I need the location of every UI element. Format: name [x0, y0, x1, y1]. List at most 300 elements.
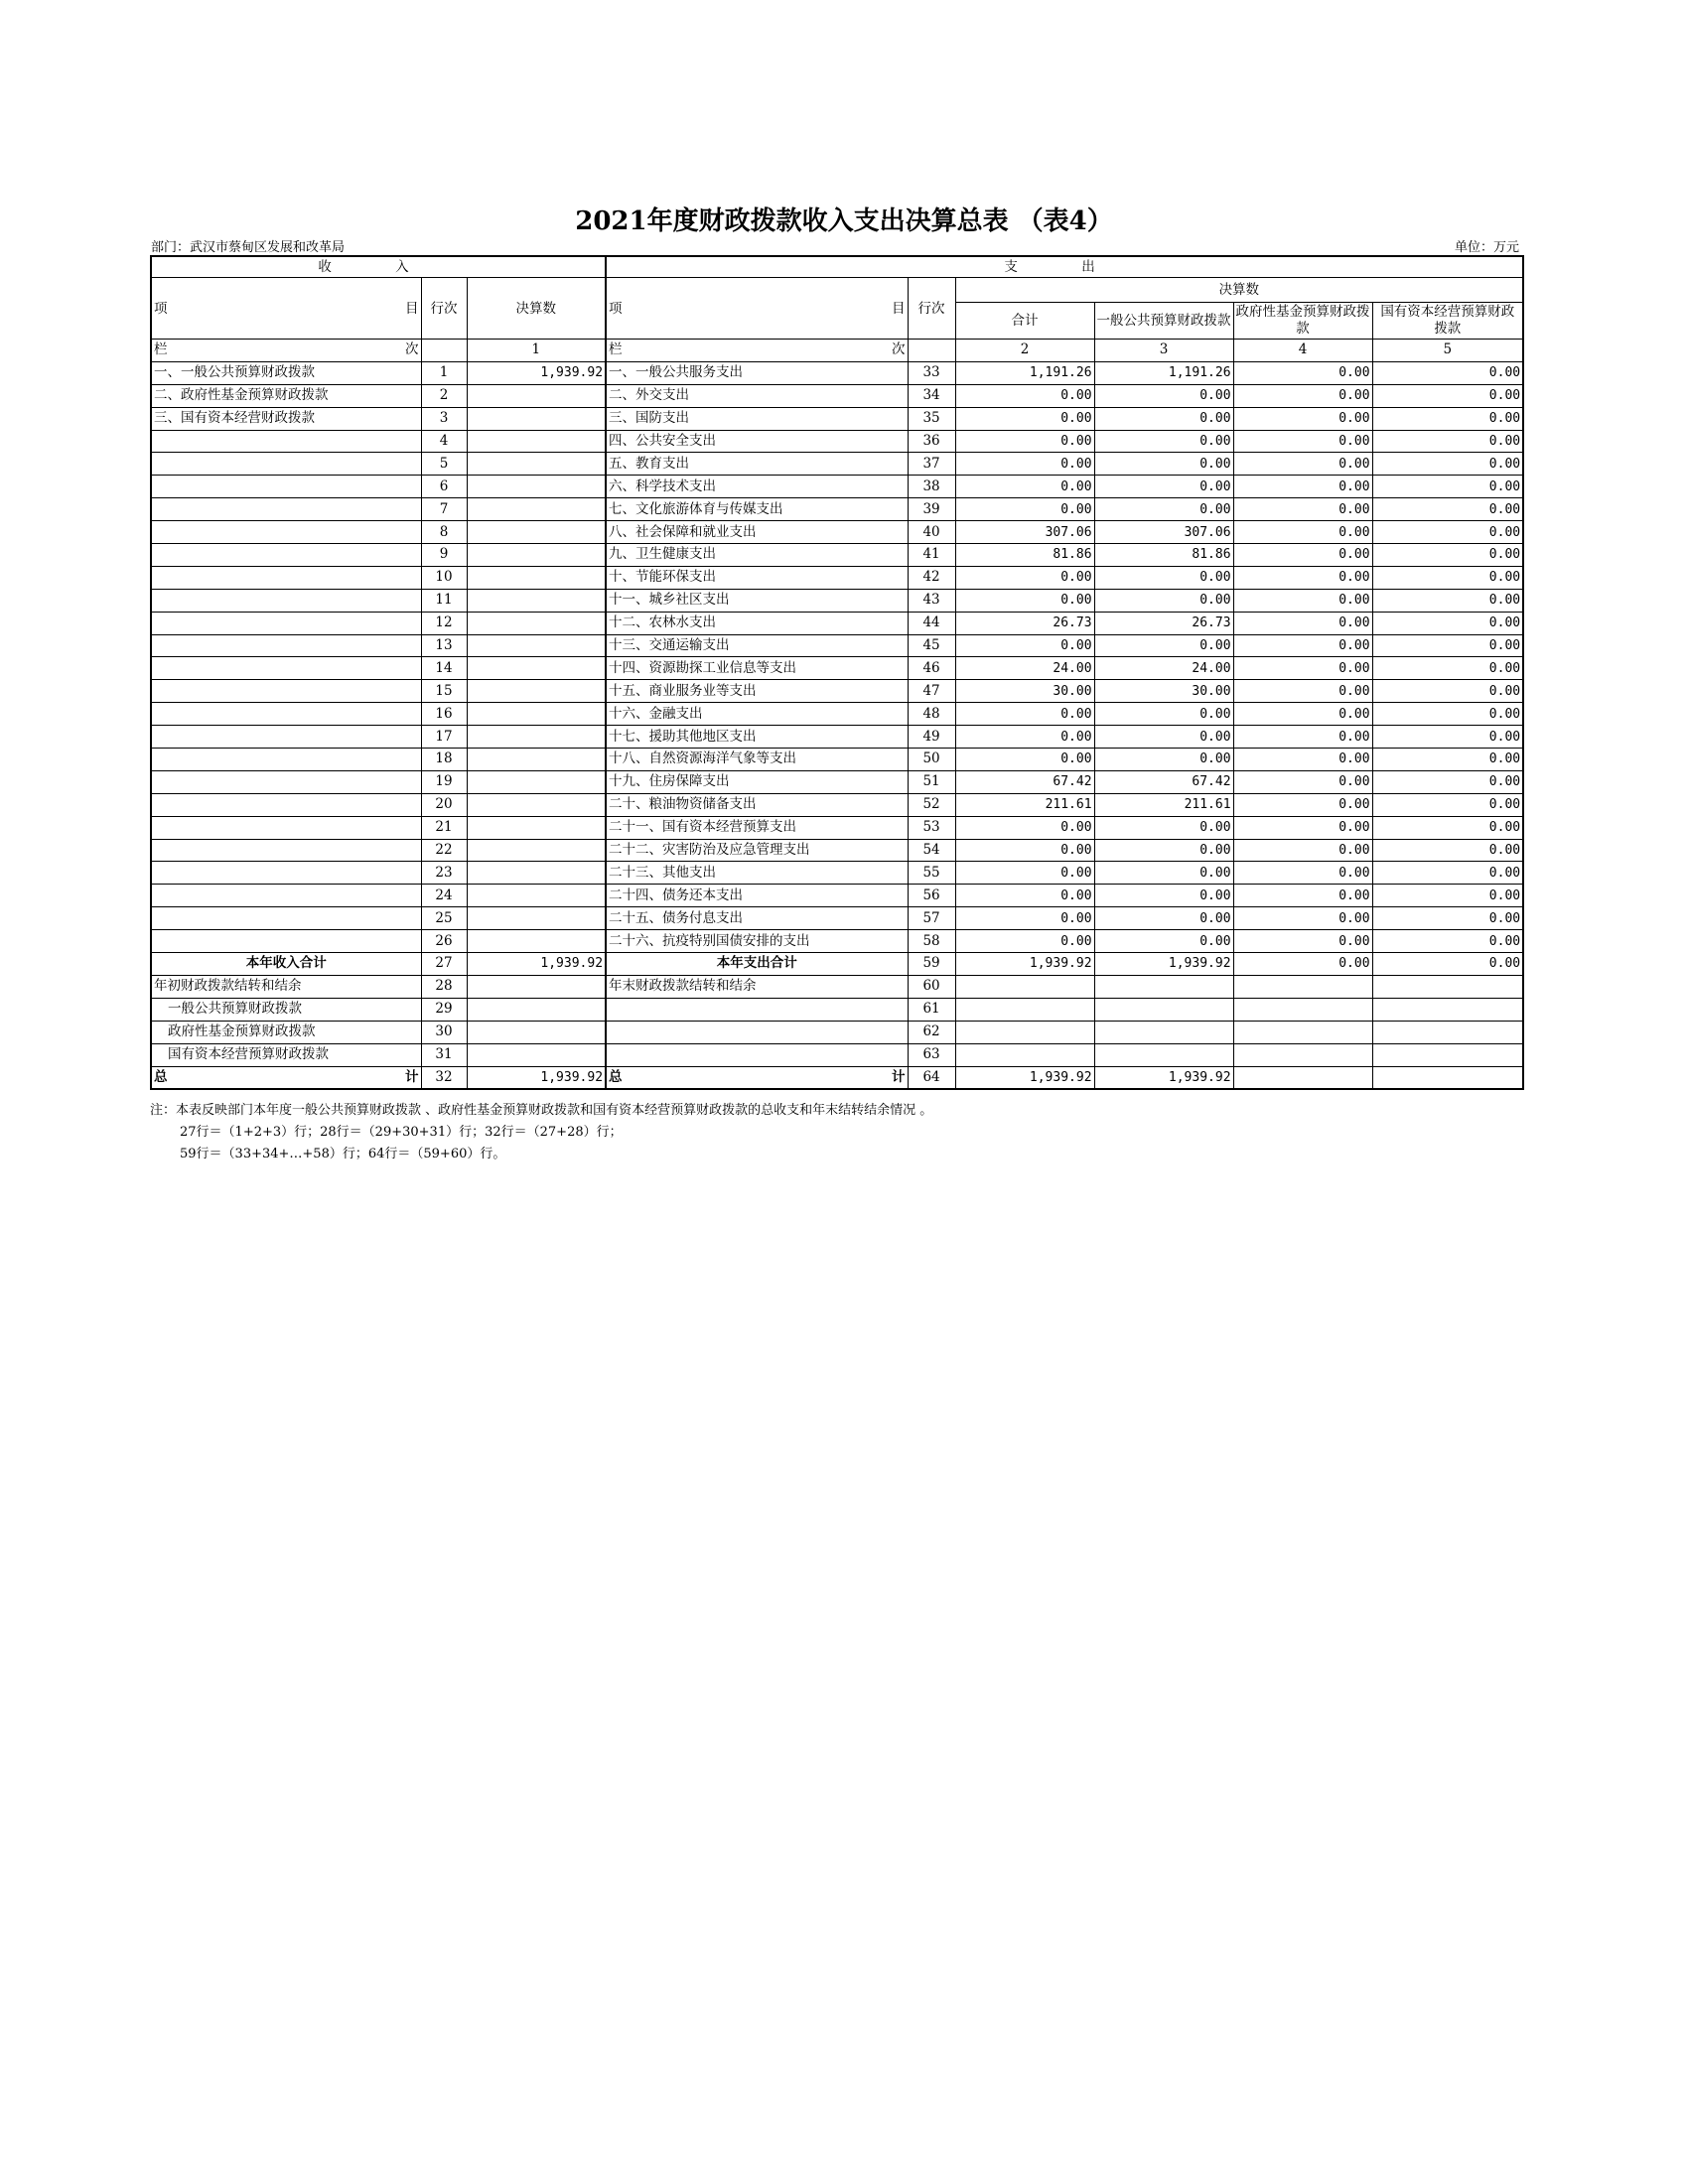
table-row: [151, 907, 1523, 930]
income-amount-cell: [467, 566, 606, 589]
income-item-cell: [151, 770, 421, 793]
table-row: [151, 885, 1523, 907]
expense-item-header: 项 目: [606, 278, 908, 340]
table-row: [151, 498, 1523, 521]
income-amount-cell: [467, 1021, 606, 1043]
expense-fund-cell: 0.00: [1233, 793, 1372, 816]
income-rowno-cell: 24: [421, 885, 467, 907]
income-amount-cell: [467, 521, 606, 544]
income-rowno-cell: 12: [421, 612, 467, 634]
table-row: [151, 726, 1523, 749]
income-item-cell: [151, 612, 421, 634]
expense-state-cell: 0.00: [1372, 589, 1523, 612]
table-row: [151, 770, 1523, 793]
income-item-cell: [151, 589, 421, 612]
carryover-row: [151, 975, 1523, 998]
income-amount-cell: [467, 703, 606, 726]
expense-fund-cell: 0.00: [1233, 589, 1372, 612]
expense-subtotal-label: 本年支出合计: [606, 953, 908, 976]
expense-item-cell: 十九、住房保障支出: [606, 770, 908, 793]
table-row: [151, 430, 1523, 453]
income-rowno-cell: 10: [421, 566, 467, 589]
colno-2: 2: [955, 340, 1094, 362]
expense-item-cell: [606, 1021, 908, 1043]
expense-state-cell: 0.00: [1372, 384, 1523, 407]
colno-4: 4: [1233, 340, 1372, 362]
expense-total-cell: 1,939.92: [955, 953, 1094, 976]
expense-fund-cell: 0.00: [1233, 862, 1372, 885]
expense-total-cell: [955, 998, 1094, 1021]
expense-general-cell: 30.00: [1094, 680, 1233, 703]
expense-item-cell: 五、教育支出: [606, 453, 908, 476]
expense-fund-cell: [1233, 1043, 1372, 1066]
table-row: [151, 384, 1523, 407]
expense-rowno-cell: 39: [908, 498, 955, 521]
expense-total-cell: 211.61: [955, 793, 1094, 816]
expense-rowno-header: 行次: [908, 278, 955, 340]
expense-item-cell: [606, 1043, 908, 1066]
expense-state-cell: 0.00: [1372, 612, 1523, 634]
expense-rowno-cell: 41: [908, 544, 955, 567]
expense-state-cell: 0.00: [1372, 634, 1523, 657]
table-row: [151, 816, 1523, 839]
expense-state-cell: 0.00: [1372, 361, 1523, 384]
expense-rowno-cell: 57: [908, 907, 955, 930]
income-item-cell: 政府性基金预算财政拨款: [151, 1021, 421, 1043]
table-row: [151, 793, 1523, 816]
expense-item-cell: 八、社会保障和就业支出: [606, 521, 908, 544]
expense-item-cell: 二十、粮油物资储备支出: [606, 793, 908, 816]
expense-rowno-cell: 46: [908, 657, 955, 680]
expense-item-cell: 二十三、其他支出: [606, 862, 908, 885]
income-amount-cell: [467, 612, 606, 634]
expense-state-cell: 0.00: [1372, 566, 1523, 589]
expense-general-cell: [1094, 975, 1233, 998]
expense-total-cell: 0.00: [955, 384, 1094, 407]
expense-fund-cell: 0.00: [1233, 703, 1372, 726]
expense-fund-cell: 0.00: [1233, 430, 1372, 453]
expense-general-cell: 0.00: [1094, 634, 1233, 657]
expense-rowno-cell: 38: [908, 476, 955, 498]
income-amount-cell: [467, 816, 606, 839]
expense-state-cell: [1372, 1066, 1523, 1089]
table-row: [151, 703, 1523, 726]
income-item-cell: 国有资本经营预算财政拨款: [151, 1043, 421, 1066]
income-rowno-cell: 5: [421, 453, 467, 476]
expense-general-cell: 0.00: [1094, 930, 1233, 953]
income-amount-cell: [467, 384, 606, 407]
note-line: 注：本表反映部门本年度一般公共预算财政拨款 、政府性基金预算财政拨款和国有资本经营预算财政拨款的总收支和年末结转结余情况 。: [150, 1103, 933, 1118]
income-amount-cell: [467, 839, 606, 862]
income-item-cell: [151, 862, 421, 885]
page-title: 2021年度财政拨款收入支出决算总表 （表4）: [575, 206, 1113, 236]
income-rowno-cell: 29: [421, 998, 467, 1021]
income-item-cell: [151, 749, 421, 771]
expense-total-cell: 307.06: [955, 521, 1094, 544]
section-header-row: [151, 256, 1523, 278]
expense-general-cell: 0.00: [1094, 816, 1233, 839]
expense-item-cell: 十一、城乡社区支出: [606, 589, 908, 612]
colno-1: 1: [467, 340, 606, 362]
income-rowno-cell: 30: [421, 1021, 467, 1043]
expense-state-cell: 0.00: [1372, 430, 1523, 453]
expense-rowno-cell: 36: [908, 430, 955, 453]
expense-state-cell: [1372, 1043, 1523, 1066]
table-row: [151, 589, 1523, 612]
note-line: 27行＝（1+2+3）行；28行＝（29+30+31）行；32行＝（27+28）行；: [180, 1125, 623, 1140]
expense-state-cell: 0.00: [1372, 907, 1523, 930]
income-item-cell: [151, 498, 421, 521]
income-rowno-cell: 4: [421, 430, 467, 453]
carryover-row: [151, 1043, 1523, 1066]
income-amount-cell: [467, 975, 606, 998]
expense-general-cell: 0.00: [1094, 726, 1233, 749]
expense-total-cell: 0.00: [955, 589, 1094, 612]
expense-general-cell: 0.00: [1094, 589, 1233, 612]
expense-fund-cell: 0.00: [1233, 407, 1372, 430]
income-amount-cell: [467, 726, 606, 749]
expense-item-cell: 九、卫生健康支出: [606, 544, 908, 567]
income-rowno-cell: 20: [421, 793, 467, 816]
income-item-cell: [151, 816, 421, 839]
final-amount-header: 决算数: [955, 278, 1523, 303]
expense-item-cell: [606, 998, 908, 1021]
income-rowno-cell: 3: [421, 407, 467, 430]
expense-rowno-cell: 50: [908, 749, 955, 771]
income-amount-cell: [467, 544, 606, 567]
income-item-cell: [151, 430, 421, 453]
income-item-cell: 二、政府性基金预算财政拨款: [151, 384, 421, 407]
expense-total-cell: 1,939.92: [955, 1066, 1094, 1089]
note-line: 59行＝（33+34+…+58）行；64行＝（59+60）行。: [180, 1147, 506, 1161]
expense-general-cell: 0.00: [1094, 749, 1233, 771]
income-rowno-cell: 27: [421, 953, 467, 976]
income-item-cell: 一般公共预算财政拨款: [151, 998, 421, 1021]
table-row: [151, 544, 1523, 567]
expense-fund-cell: 0.00: [1233, 612, 1372, 634]
expense-fund-cell: 0.00: [1233, 384, 1372, 407]
expense-item-cell: 二十四、债务还本支出: [606, 885, 908, 907]
table-row: [151, 566, 1523, 589]
expense-state-cell: 0.00: [1372, 703, 1523, 726]
expense-general-cell: 0.00: [1094, 476, 1233, 498]
income-item-cell: 三、国有资本经营财政拨款: [151, 407, 421, 430]
expense-total-cell: 0.00: [955, 726, 1094, 749]
expense-general-cell: 211.61: [1094, 793, 1233, 816]
income-amount-cell: [467, 657, 606, 680]
table-row: [151, 521, 1523, 544]
expense-total-cell: 0.00: [955, 703, 1094, 726]
expense-state-cell: 0.00: [1372, 839, 1523, 862]
income-amount-cell: [467, 430, 606, 453]
expense-state-cell: 0.00: [1372, 749, 1523, 771]
expense-rowno-cell: 63: [908, 1043, 955, 1066]
income-rowno-cell: 14: [421, 657, 467, 680]
expense-general-cell: [1094, 1021, 1233, 1043]
expense-fund-cell: 0.00: [1233, 930, 1372, 953]
income-rowno-cell: 15: [421, 680, 467, 703]
expense-state-cell: 0.00: [1372, 862, 1523, 885]
income-rowno-cell: 23: [421, 862, 467, 885]
budget-table: [150, 255, 1524, 1090]
income-amount-header: 决算数: [467, 278, 606, 340]
table-row: [151, 839, 1523, 862]
expense-fund-cell: [1233, 975, 1372, 998]
income-amount-cell: [467, 793, 606, 816]
expense-general-cell: 81.86: [1094, 544, 1233, 567]
expense-state-cell: 0.00: [1372, 885, 1523, 907]
expense-rowno-cell: 44: [908, 612, 955, 634]
expense-general-cell: 67.42: [1094, 770, 1233, 793]
expense-general-cell: 0.00: [1094, 703, 1233, 726]
lan-ci-cell: 栏 次: [151, 340, 421, 362]
income-item-cell: [151, 566, 421, 589]
expense-fund-cell: 0.00: [1233, 634, 1372, 657]
expense-item-cell: 十八、自然资源海洋气象等支出: [606, 749, 908, 771]
expense-total-cell: [955, 975, 1094, 998]
expense-general-cell: 1,939.92: [1094, 953, 1233, 976]
income-amount-cell: 1,939.92: [467, 1066, 606, 1089]
table-row: [151, 612, 1523, 634]
expense-general-cell: [1094, 998, 1233, 1021]
expense-item-cell: 一、一般公共服务支出: [606, 361, 908, 384]
expense-total-cell: 0.00: [955, 930, 1094, 953]
expense-rowno-cell: 52: [908, 793, 955, 816]
expense-item-cell: 二十二、灾害防治及应急管理支出: [606, 839, 908, 862]
expense-item-cell: 四、公共安全支出: [606, 430, 908, 453]
expense-general-cell: 0.00: [1094, 453, 1233, 476]
expense-total-cell: 0.00: [955, 862, 1094, 885]
expense-total-cell: 0.00: [955, 885, 1094, 907]
income-rowno-cell: 19: [421, 770, 467, 793]
expense-rowno-cell: 62: [908, 1021, 955, 1043]
expense-fund-cell: 0.00: [1233, 566, 1372, 589]
income-rowno-cell: 13: [421, 634, 467, 657]
income-amount-cell: [467, 770, 606, 793]
col-total-header: 合计: [955, 303, 1094, 340]
expense-rowno-cell: 58: [908, 930, 955, 953]
expense-fund-cell: 0.00: [1233, 544, 1372, 567]
colno-5: 5: [1372, 340, 1523, 362]
expense-total-cell: [955, 1043, 1094, 1066]
income-rowno-cell: 2: [421, 384, 467, 407]
income-subtotal-label: 本年收入合计: [151, 953, 421, 976]
table-row: [151, 862, 1523, 885]
expense-state-cell: [1372, 1021, 1523, 1043]
expense-fund-cell: [1233, 1021, 1372, 1043]
income-item-cell: [151, 726, 421, 749]
expense-state-cell: 0.00: [1372, 407, 1523, 430]
table-row: [151, 407, 1523, 430]
expense-fund-cell: 0.00: [1233, 453, 1372, 476]
expense-total-cell: 0.00: [955, 634, 1094, 657]
expense-total-cell: 0.00: [955, 566, 1094, 589]
expense-fund-cell: 0.00: [1233, 953, 1372, 976]
income-amount-cell: [467, 634, 606, 657]
expense-state-cell: 0.00: [1372, 680, 1523, 703]
income-item-cell: [151, 839, 421, 862]
expense-fund-cell: 0.00: [1233, 361, 1372, 384]
income-rowno-cell: 18: [421, 749, 467, 771]
income-rowno-cell: 22: [421, 839, 467, 862]
expense-fund-cell: 0.00: [1233, 680, 1372, 703]
expense-general-cell: 0.00: [1094, 885, 1233, 907]
expense-rowno-cell: 42: [908, 566, 955, 589]
expense-fund-cell: 0.00: [1233, 498, 1372, 521]
expense-rowno-cell: 47: [908, 680, 955, 703]
income-amount-cell: [467, 885, 606, 907]
expense-rowno-cell: 59: [908, 953, 955, 976]
expense-general-cell: 0.00: [1094, 907, 1233, 930]
expense-total-cell: 67.42: [955, 770, 1094, 793]
expense-rowno-cell: 33: [908, 361, 955, 384]
expense-rowno-cell: 56: [908, 885, 955, 907]
income-item-cell: [151, 680, 421, 703]
expense-grand-total-label: 总 计: [606, 1066, 908, 1089]
income-rowno-cell: 32: [421, 1066, 467, 1089]
income-rowno-cell: 1: [421, 361, 467, 384]
carryover-row: [151, 1021, 1523, 1043]
expense-total-cell: 0.00: [955, 839, 1094, 862]
expense-item-cell: 二十五、债务付息支出: [606, 907, 908, 930]
income-rowno-cell: 6: [421, 476, 467, 498]
expense-state-cell: 0.00: [1372, 453, 1523, 476]
expense-item-cell: 年末财政拨款结转和结余: [606, 975, 908, 998]
expense-total-cell: 0.00: [955, 498, 1094, 521]
expense-rowno-cell: 53: [908, 816, 955, 839]
expense-general-cell: 24.00: [1094, 657, 1233, 680]
expense-fund-cell: 0.00: [1233, 657, 1372, 680]
expense-item-cell: 十六、金融支出: [606, 703, 908, 726]
income-amount-cell: [467, 749, 606, 771]
expense-fund-cell: 0.00: [1233, 839, 1372, 862]
expense-item-cell: 六、科学技术支出: [606, 476, 908, 498]
expense-fund-cell: 0.00: [1233, 749, 1372, 771]
expense-fund-cell: 0.00: [1233, 521, 1372, 544]
expense-item-cell: 十、节能环保支出: [606, 566, 908, 589]
income-amount-cell: [467, 407, 606, 430]
income-rowno-cell: 7: [421, 498, 467, 521]
col-general-header: 一般公共预算财政拨款: [1094, 303, 1233, 340]
expense-item-cell: 二十六、抗疫特别国债安排的支出: [606, 930, 908, 953]
income-rowno-cell: 21: [421, 816, 467, 839]
expense-general-cell: [1094, 1043, 1233, 1066]
expense-general-cell: 0.00: [1094, 407, 1233, 430]
expense-general-cell: 1,939.92: [1094, 1066, 1233, 1089]
income-item-cell: [151, 476, 421, 498]
expense-item-cell: 二、外交支出: [606, 384, 908, 407]
income-item-cell: [151, 930, 421, 953]
expense-total-cell: 0.00: [955, 453, 1094, 476]
expense-state-cell: 0.00: [1372, 476, 1523, 498]
expense-state-cell: 0.00: [1372, 816, 1523, 839]
table-row: [151, 476, 1523, 498]
table-row: [151, 749, 1523, 771]
income-item-cell: [151, 907, 421, 930]
income-amount-cell: [467, 1043, 606, 1066]
expense-rowno-cell: 48: [908, 703, 955, 726]
income-amount-cell: [467, 998, 606, 1021]
expense-item-cell: 七、文化旅游体育与传媒支出: [606, 498, 908, 521]
income-item-header: 项 目: [151, 278, 421, 340]
income-section-header: 收 入: [151, 256, 606, 278]
income-item-cell: [151, 634, 421, 657]
expense-rowno-cell: 35: [908, 407, 955, 430]
expense-fund-cell: [1233, 998, 1372, 1021]
subtotal-row: [151, 953, 1523, 976]
expense-total-cell: [955, 1021, 1094, 1043]
income-amount-cell: [467, 498, 606, 521]
expense-fund-cell: 0.00: [1233, 476, 1372, 498]
expense-state-cell: [1372, 998, 1523, 1021]
income-amount-cell: 1,939.92: [467, 361, 606, 384]
expense-fund-cell: [1233, 1066, 1372, 1089]
table-row: [151, 680, 1523, 703]
department-label: 部门：武汉市蔡甸区发展和改革局: [151, 240, 346, 255]
expense-general-cell: 0.00: [1094, 566, 1233, 589]
column-header-row: [151, 278, 1523, 303]
colno-3: 3: [1094, 340, 1233, 362]
expense-total-cell: 0.00: [955, 407, 1094, 430]
table-row: [151, 361, 1523, 384]
column-number-row: [151, 340, 1523, 362]
expense-state-cell: 0.00: [1372, 521, 1523, 544]
expense-total-cell: 1,191.26: [955, 361, 1094, 384]
expense-general-cell: 1,191.26: [1094, 361, 1233, 384]
expense-rowno-cell: 64: [908, 1066, 955, 1089]
income-item-cell: [151, 521, 421, 544]
expense-total-cell: 0.00: [955, 816, 1094, 839]
income-amount-cell: [467, 862, 606, 885]
expense-rowno-cell: 34: [908, 384, 955, 407]
income-amount-cell: 1,939.92: [467, 953, 606, 976]
income-grand-total-label: 总 计: [151, 1066, 421, 1089]
footnotes: [150, 1100, 932, 1165]
income-rowno-header: 行次: [421, 278, 467, 340]
income-rowno-cell: 8: [421, 521, 467, 544]
expense-rowno-cell: 61: [908, 998, 955, 1021]
expense-total-cell: 0.00: [955, 907, 1094, 930]
expense-item-cell: 十三、交通运输支出: [606, 634, 908, 657]
expense-general-cell: 0.00: [1094, 839, 1233, 862]
carryover-row: [151, 998, 1523, 1021]
expense-general-cell: 0.00: [1094, 862, 1233, 885]
expense-section-header: 支 出: [606, 256, 1523, 278]
income-rowno-cell: 9: [421, 544, 467, 567]
col-state-header: 国有资本经营预算财政拨款: [1372, 303, 1523, 340]
income-item-cell: 年初财政拨款结转和结余: [151, 975, 421, 998]
expense-general-cell: 26.73: [1094, 612, 1233, 634]
income-item-cell: 一、一般公共预算财政拨款: [151, 361, 421, 384]
table-row: [151, 453, 1523, 476]
expense-general-cell: 0.00: [1094, 384, 1233, 407]
expense-item-cell: 二十一、国有资本经营预算支出: [606, 816, 908, 839]
expense-fund-cell: 0.00: [1233, 907, 1372, 930]
income-item-cell: [151, 453, 421, 476]
expense-state-cell: [1372, 975, 1523, 998]
expense-total-cell: 30.00: [955, 680, 1094, 703]
expense-state-cell: 0.00: [1372, 726, 1523, 749]
income-item-cell: [151, 703, 421, 726]
expense-state-cell: 0.00: [1372, 544, 1523, 567]
expense-general-cell: 307.06: [1094, 521, 1233, 544]
income-rowno-cell: 25: [421, 907, 467, 930]
expense-item-cell: 三、国防支出: [606, 407, 908, 430]
expense-rowno-cell: 37: [908, 453, 955, 476]
expense-rowno-cell: 55: [908, 862, 955, 885]
expense-total-cell: 26.73: [955, 612, 1094, 634]
income-amount-cell: [467, 907, 606, 930]
